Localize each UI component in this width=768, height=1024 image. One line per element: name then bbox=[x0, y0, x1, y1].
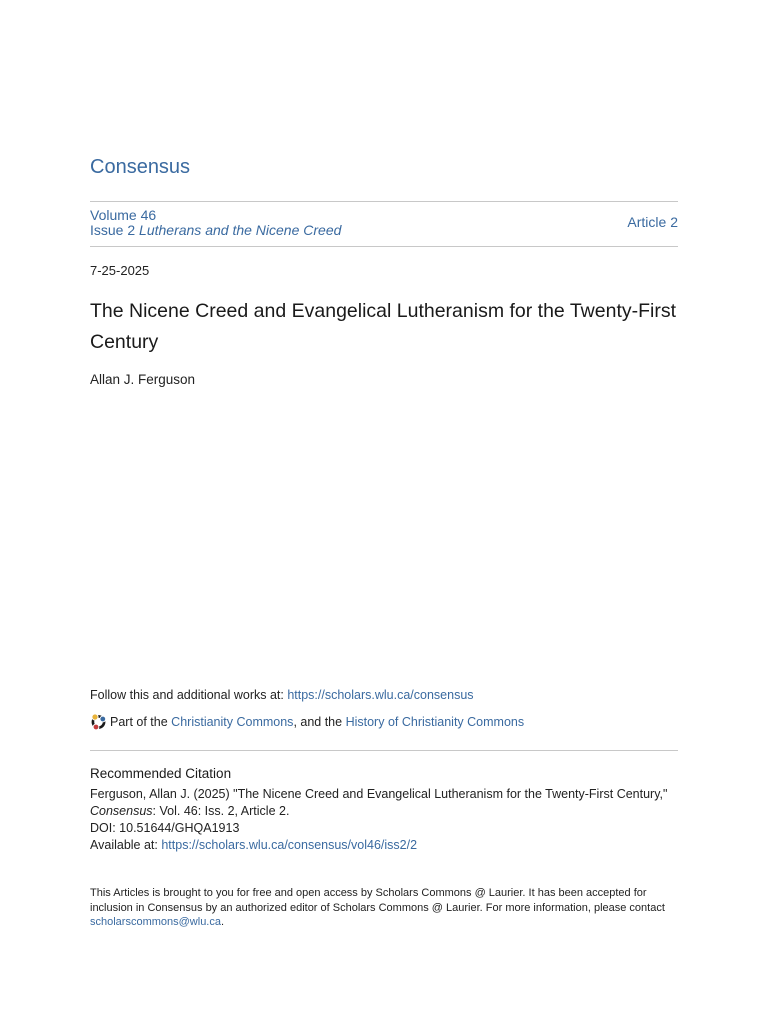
publication-date: 7-25-2025 bbox=[90, 263, 150, 278]
article-title: The Nicene Creed and Evangelical Lutheranism for the Twenty-First Century bbox=[90, 300, 677, 353]
access-notice-end: . bbox=[221, 916, 225, 929]
network-icon bbox=[90, 713, 107, 731]
author-name: Allan J. Ferguson bbox=[90, 372, 196, 387]
cover-page bbox=[90, 0, 678, 1024]
history-of-christianity-commons-link[interactable]: History of Christianity Commons bbox=[345, 715, 525, 729]
citation-journal: Consensus bbox=[90, 804, 153, 818]
citation-line: Ferguson, Allan J. (2025) "The Nicene Creed and Evangelical Lutheranism for the Twenty-First Century," bbox=[90, 787, 668, 801]
available-url-link[interactable]: https://scholars.wlu.ca/consensus/vol46/iss2/2 bbox=[161, 838, 418, 852]
access-notice-text: This Articles is brought to you for free and open access by Scholars Commons @ Laurier. It has been accepted for inclusion in Consensus by an authorized editor of Scholars Commons @ Laurier. For more information, please contact bbox=[90, 887, 665, 914]
part-of-line bbox=[90, 713, 524, 731]
volume-link[interactable]: Volume 46 bbox=[90, 207, 157, 223]
issue-block bbox=[90, 208, 341, 238]
issue-title-link[interactable]: Lutherans and the Nicene Creed bbox=[139, 222, 342, 238]
divider bbox=[90, 750, 678, 751]
part-of-prefix: Part of the bbox=[110, 715, 168, 729]
divider bbox=[90, 246, 678, 247]
citation-block bbox=[90, 786, 680, 854]
follow-line bbox=[90, 688, 474, 702]
citation-doi: DOI: 10.51644/GHQA1913 bbox=[90, 821, 240, 835]
christianity-commons-link[interactable]: Christianity Commons bbox=[171, 715, 294, 729]
citation-heading: Recommended Citation bbox=[90, 766, 232, 781]
available-prefix: Available at: bbox=[90, 838, 162, 852]
contact-email-link[interactable]: scholarscommons@wlu.ca bbox=[90, 916, 221, 929]
part-of-middle: , and the bbox=[293, 715, 343, 729]
follow-url-link[interactable]: https://scholars.wlu.ca/consensus bbox=[287, 688, 474, 702]
access-notice bbox=[90, 886, 678, 930]
citation-volume-issue: : Vol. 46: Iss. 2, Article 2. bbox=[152, 804, 290, 818]
journal-link[interactable]: Consensus bbox=[90, 156, 191, 178]
article-link[interactable]: Article 2 bbox=[627, 214, 678, 230]
issue-link[interactable]: Issue 2 bbox=[90, 222, 136, 238]
follow-prefix: Follow this and additional works at: bbox=[90, 688, 288, 702]
divider bbox=[90, 201, 678, 202]
